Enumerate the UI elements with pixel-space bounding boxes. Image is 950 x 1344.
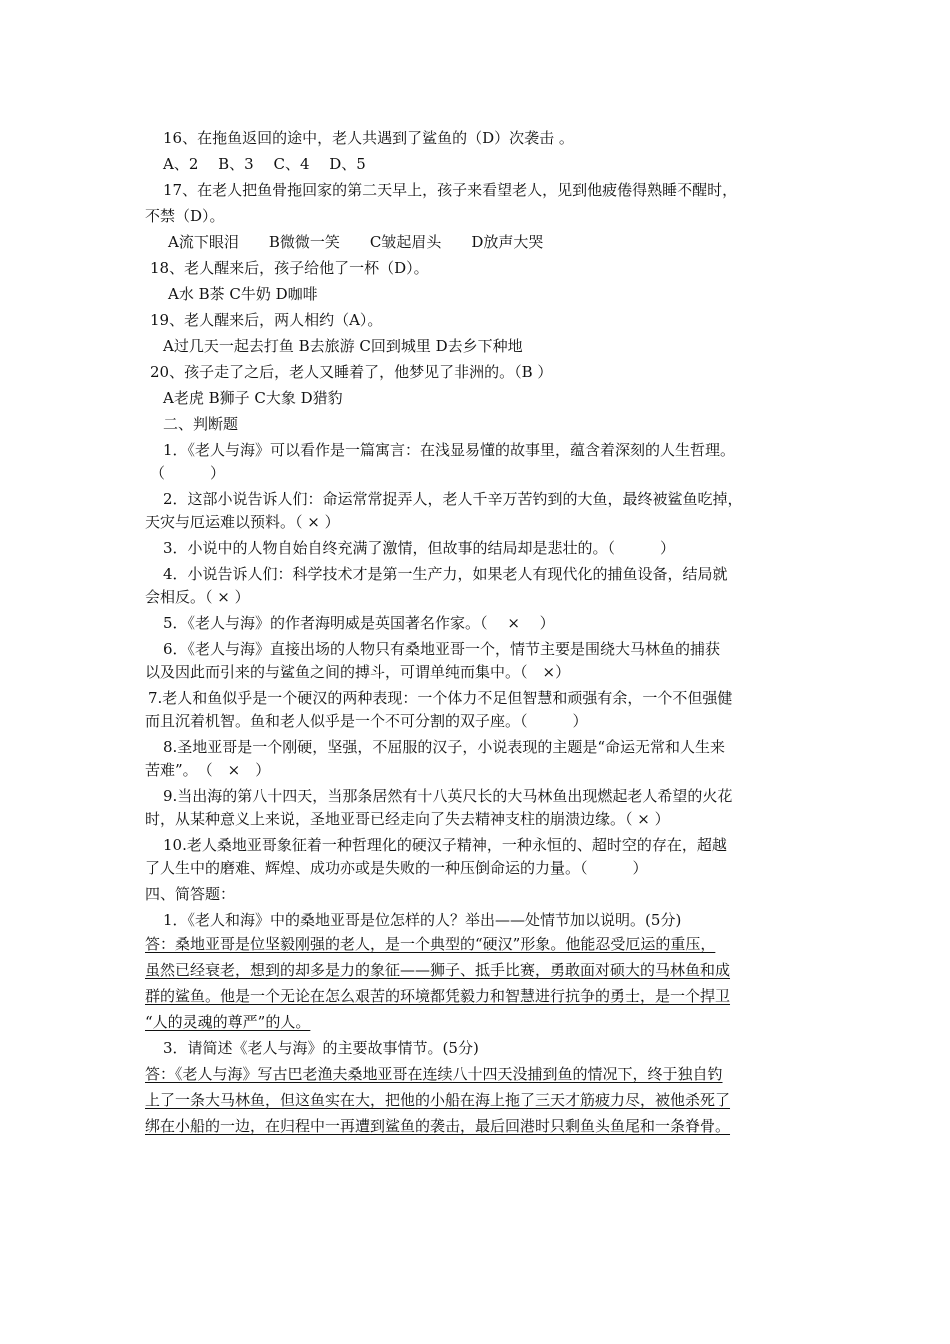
text-line: 3．请简述《老人与海》的主要故事情节。(5分) xyxy=(163,1039,479,1057)
answer-text-line: 虽然已经衰老，想到的却多是力的象征——狮子、抵手比赛，勇敢面对硕大的马林鱼和成 xyxy=(145,961,731,979)
text-line: 不禁（D）。 xyxy=(145,207,225,225)
answer-text-line: 答：桑地亚哥是位坚毅刚强的老人，是一个典型的“硬汉”形象。他能忍受厄运的重压， xyxy=(145,935,716,953)
text-line: 9.当出海的第八十四天，当那条居然有十八英尺长的大马林鱼出现燃起老人希望的火花 xyxy=(163,787,733,805)
text-line: 17、在老人把鱼骨拖回家的第二天早上，孩子来看望老人，见到他疲倦得熟睡不醒时， xyxy=(163,181,738,199)
text-line: A、2 B、3 C、4 D、5 xyxy=(163,155,366,173)
text-line: 7.老人和鱼似乎是一个硬汉的两种表现：一个体力不足但智慧和顽强有余，一个不但强健 xyxy=(148,689,733,707)
text-line: 而且沉着机智。鱼和老人似乎是一个不可分割的双子座。（ ） xyxy=(145,712,588,730)
text-line: 四、简答题： xyxy=(145,885,236,903)
text-line: 4．小说告诉人们：科学技术才是第一生产力，如果老人有现代化的捕鱼设备，结局就 xyxy=(163,565,728,583)
text-line: A老虎 B狮子 C大象 D猎豹 xyxy=(163,389,343,407)
text-line: 1．《老人和海》中的桑地亚哥是位怎样的人？举出——处情节加以说明。(5分) xyxy=(163,911,682,929)
text-line: 会相反。（ × ） xyxy=(145,588,250,606)
answer-text-line: 绑在小船的一边，在归程中一再遭到鲨鱼的袭击，最后回港时只剩鱼头鱼尾和一条脊骨。 xyxy=(145,1117,731,1135)
text-line: 18、老人醒来后，孩子给他了一杯（D）。 xyxy=(150,259,429,277)
text-line: A流下眼泪 B微微一笑 C皱起眉头 D放声大哭 xyxy=(168,233,544,251)
text-line: 3．小说中的人物自始自终充满了激情，但故事的结局却是悲壮的。（ ） xyxy=(163,539,676,557)
text-line: 8.圣地亚哥是一个刚硬，坚强，不屈服的汉子，小说表现的主题是“命运无常和人生来 xyxy=(163,738,725,756)
text-line: 天灾与厄运难以预料。（ × ） xyxy=(145,513,340,531)
answer-text-line: “人的灵魂的尊严”的人。 xyxy=(145,1013,311,1031)
text-line: 苦难”。 （ × ） xyxy=(145,761,271,779)
text-line: 以及因此而引来的与鲨鱼之间的搏斗，可谓单纯而集中。（ ×） xyxy=(145,663,571,681)
answer-text-line: 上了一条大马林鱼，但这鱼实在大，把他的小船在海上拖了三天才筋疲力尽，被他杀死了 xyxy=(145,1091,731,1109)
text-line: 二、判断题 xyxy=(163,415,239,433)
text-line: 20、孩子走了之后，老人又睡着了，他梦见了非洲的。（B ） xyxy=(150,363,553,381)
text-line: 10.老人桑地亚哥象征着一种哲理化的硬汉子精神，一种永恒的、超时空的存在，超越 xyxy=(163,836,727,854)
text-line: 16、在拖鱼返回的途中，老人共遇到了鲨鱼的（D）次袭击 。 xyxy=(163,129,574,147)
text-line: 2．这部小说告诉人们：命运常常捉弄人，老人千辛万苦钓到的大鱼，最终被鲨鱼吃掉， xyxy=(163,490,743,508)
text-line: （ ） xyxy=(150,464,226,482)
text-line: A水 B茶 C牛奶 D咖啡 xyxy=(168,285,318,303)
text-line: A过几天一起去打鱼 B去旅游 C回到城里 D去乡下种地 xyxy=(163,337,523,355)
text-line: 5．《老人与海》的作者海明威是英国著名作家。（ × ） xyxy=(163,614,555,632)
answer-text-line: 群的鲨鱼。他是一个无论在怎么艰苦的环境都凭毅力和智慧进行抗争的勇士，是一个捍卫 xyxy=(145,987,731,1005)
text-line: 1．《老人与海》可以看作是一篇寓言：在浅显易懂的故事里，蕴含着深刻的人生哲理。 xyxy=(163,441,736,459)
text-line: 时，从某种意义上来说，圣地亚哥已经走向了失去精神支柱的崩溃边缘。（ × ） xyxy=(145,810,670,828)
text-line: 19、老人醒来后，两人相约（A）。 xyxy=(150,311,383,329)
answer-text-line: 答：《老人与海》写古巴老渔夫桑地亚哥在连续八十四天没捕到鱼的情况下，终于独自钓 xyxy=(145,1065,723,1083)
text-line: 了人生中的磨难、辉煌、成功亦或是失败的一种压倒命运的力量。（ ） xyxy=(145,859,648,877)
text-line: 6．《老人与海》直接出场的人物只有桑地亚哥一个，情节主要是围绕大马林鱼的捕获 xyxy=(163,640,721,658)
